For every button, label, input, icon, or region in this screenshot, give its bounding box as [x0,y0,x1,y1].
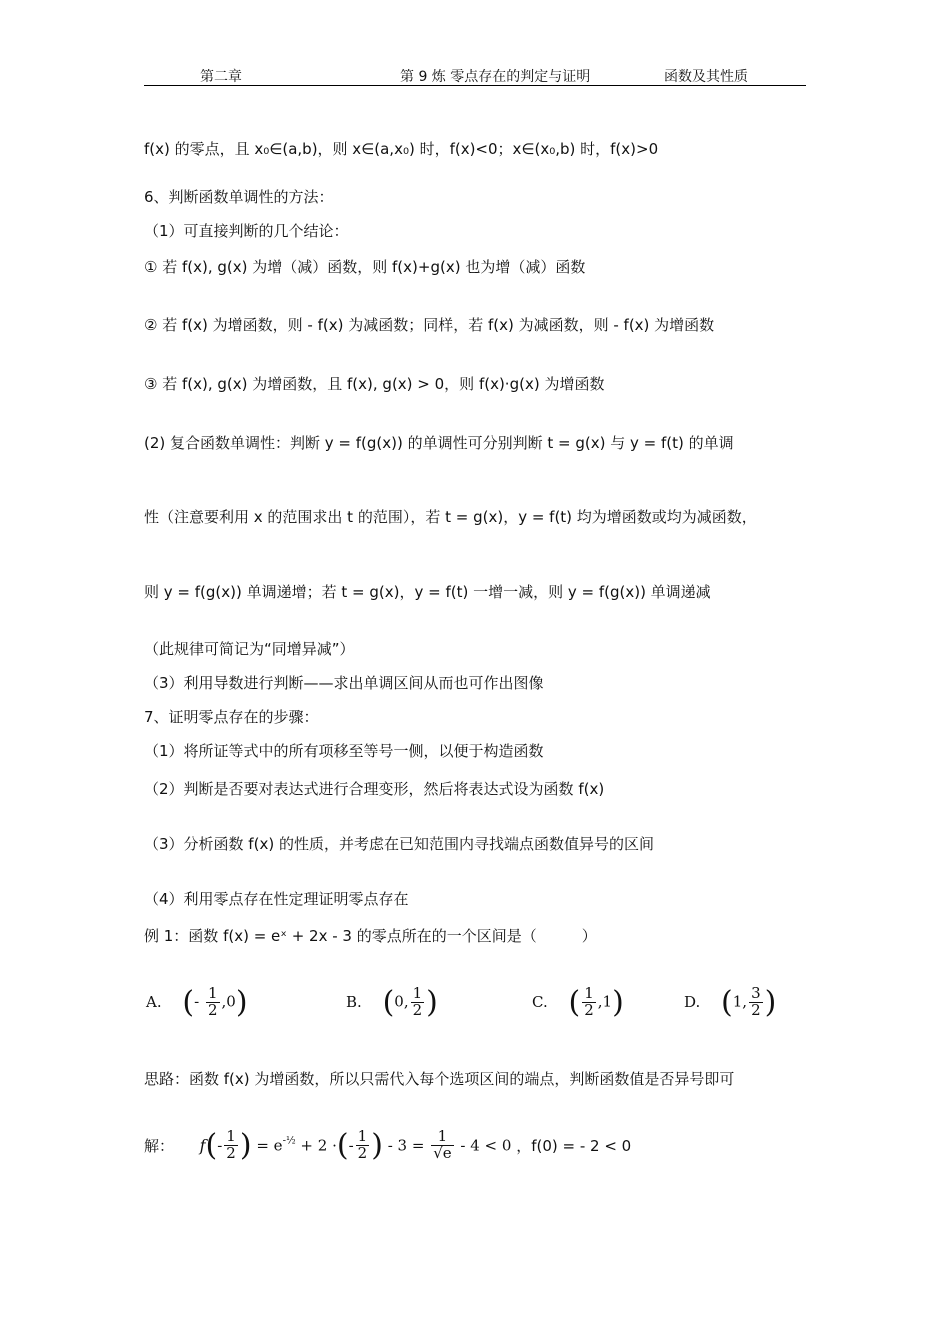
step-1: （1）将所证等式中的所有项移至等号一侧，以便于构造函数 [144,742,544,760]
option-c-fraction: $\frac{1}{2}$ [584,984,594,1019]
mnemonic-note: （此规律可简记为“同增异减”） [144,640,355,658]
header-topic: 函数及其性质 [664,69,748,85]
option-d-label: D. [684,992,701,1011]
option-a: A. (- $\frac{1}{2}$ ,0) [146,984,248,1020]
header-lesson-title: 第 9 炼 零点存在的判定与证明 [400,69,591,85]
rule-1: ① 若 f(x), g(x) 为增（减）函数，则 f(x)+g(x) 也为增（减）函数 [144,258,586,276]
solution-label: 解： [144,1137,175,1155]
option-a-fraction: $\frac{1}{2}$ [207,984,218,1019]
solution-line: 解： f(- $\frac{1}{2}$ ) = $e^{-\frac{1}{2}} + 2$ ·(- $\frac{1}{2}$ ) - 3 = $\frac{1}{√e}$ - 4 < 0 ，f(0) = - 2 < 0 [144,1127,632,1163]
solution-minus: - [217,1136,223,1155]
rule-3: ③ 若 f(x), g(x) 为增函数，且 f(x), g(x) > 0，则 f(x)·g(x) 为增函数 [144,375,605,393]
solution-approach: 思路：函数 f(x) 为增函数，所以只需代入每个选项区间的端点，判断函数值是否异号即可 [144,1070,735,1088]
solution-f0: ，f(0) = - 2 < 0 [516,1137,632,1155]
composite-rule-line-3: 则 y = f(g(x)) 单调递增；若 t = g(x)，y = f(t) 一增一减，则 y = f(g(x)) 单调递减 [144,583,711,601]
option-d: D. (1, $\frac{3}{2}$ ) [684,984,777,1020]
step-4: （4）利用零点存在性定理证明零点存在 [144,890,409,908]
solution-e: = e [256,1136,283,1155]
step-3: （3）分析函数 f(x) 的性质，并考虑在已知范围内寻找端点函数值异号的区间 [144,835,654,853]
option-c: C. ( $\frac{1}{2}$ ,1) [532,984,624,1020]
example-1-question: 例 1：函数 f(x) = eˣ + 2x - 3 的零点所在的一个区间是（ ） [144,927,597,945]
option-b-left: 0, [394,992,409,1011]
solution-minus-2: - [348,1136,354,1155]
header-divider [144,85,806,86]
solution-tail-1: - 3 = [387,1136,425,1155]
option-a-label: A. [146,992,162,1011]
solution-plus: + 2 · [300,1136,337,1155]
zero-sign-condition: f(x) 的零点，且 x₀∈(a,b)，则 x∈(a,x₀) 时，f(x)<0；x∈(x₀,b) 时，f(x)>0 [144,140,659,158]
option-a-right: ,0 [221,992,236,1011]
solution-tail-2: - 4 < 0 [460,1136,512,1155]
composite-rule-line-2: 性（注意要利用 x 的范围求出 t 的范围），若 t = g(x)，y = f(t) 均为增函数或均为减函数， [144,508,757,526]
option-d-fraction: $\frac{3}{2}$ [751,984,761,1019]
section-6-1-heading: （1）可直接判断的几个结论： [144,222,349,240]
option-a-sign: - [194,992,200,1011]
step-2: （2）判断是否要对表达式进行合理变形，然后将表达式设为函数 f(x) [144,780,605,798]
solution-half-2: $\frac{1}{2}$ [357,1127,368,1162]
section-6-heading: 6、判断函数单调性的方法： [144,188,334,206]
header-chapter: 第二章 [200,69,242,85]
solution-inv-sqrt-e: $\frac{1}{√e}$ [433,1127,452,1162]
solution-f: f [199,1136,206,1155]
section-6-3: （3）利用导数进行判断——求出单调区间从而也可作出图像 [144,674,544,692]
option-b-label: B. [346,992,362,1011]
option-d-left: 1, [732,992,748,1011]
option-c-right: ,1 [597,992,613,1011]
composite-rule-line-1: (2) 复合函数单调性：判断 y = f(g(x)) 的单调性可分别判断 t = g(x) 与 y = f(t) 的单调 [144,434,734,452]
solution-exponent: -½ [282,1135,296,1147]
option-b-fraction: $\frac{1}{2}$ [412,984,423,1019]
option-b: B. (0, $\frac{1}{2}$ ) [346,984,438,1020]
rule-2: ② 若 f(x) 为增函数，则 - f(x) 为减函数；同样，若 f(x) 为减函数，则 - f(x) 为增函数 [144,316,715,334]
section-7-heading: 7、证明零点存在的步骤： [144,708,319,726]
solution-half-1: $\frac{1}{2}$ [226,1127,236,1162]
option-c-label: C. [532,992,548,1011]
